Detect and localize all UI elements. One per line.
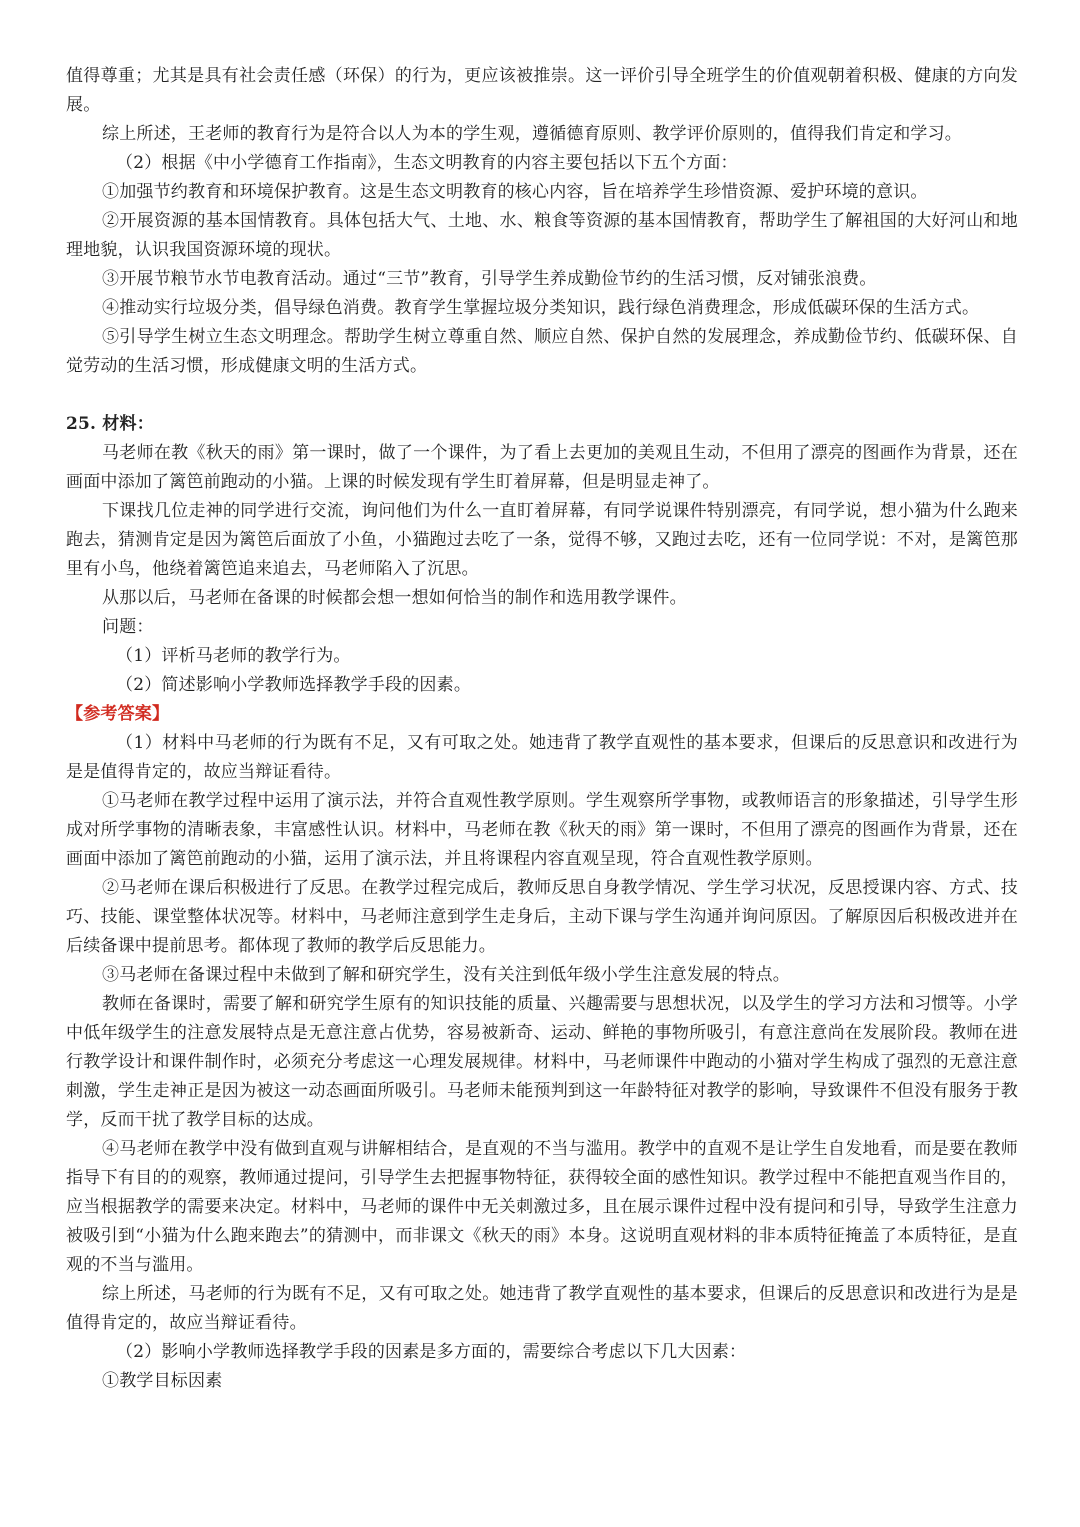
material-paragraph: 从那以后，马老师在备课的时候都会想一想如何恰当的制作和选用教学课件。	[102, 588, 687, 608]
question-item: （2）简述影响小学教师选择教学手段的因素。	[116, 675, 472, 695]
answer-paragraph: ③马老师在备课过程中未做到了解和研究学生，没有关注到低年级小学生注意发展的特点。	[102, 965, 790, 985]
question-item: （1）评析马老师的教学行为。	[116, 646, 351, 666]
answer-paragraph: （1）材料中马老师的行为既有不足，又有可取之处。她违背了教学直观性的基本要求，但课后的反思意识和改进行为是是值得肯定的，故应当辩证看待。	[66, 733, 1018, 782]
answer-paragraph: ②马老师在课后积极进行了反思。在教学过程完成后，教师反思自身教学情况、学生学习状况，反思授课内容、方式、技巧、技能、课堂整体状况等。材料中，马老师注意到学生走身后，主动下课与学生沟通并询问原因。了解原因后积极改进并在后续备课中提前思考。都体现了教师的教学后反思能力。	[66, 878, 1018, 956]
answer-paragraph: （2）影响小学教师选择教学手段的因素是多方面的，需要综合考虑以下几大因素：	[116, 1342, 747, 1362]
spacer	[66, 381, 1018, 410]
answer-paragraph: ①教学目标因素	[102, 1371, 223, 1391]
material-paragraph: 下课找几位走神的同学进行交流，询问他们为什么一直盯着屏幕，有同学说课件特别漂亮，有同学说，想小猫为什么跑来跑去，猜测肯定是因为篱笆后面放了小鱼，小猫跑过去吃了一条，觉得不够，又跑过去吃，还有一位同学说：不对，是篱笆那里有小鸟，他绕着篱笆追来追去，马老师陷入了沉思。	[66, 501, 1018, 579]
paragraph: （2）根据《中小学德育工作指南》，生态文明教育的内容主要包括以下五个方面：	[116, 153, 738, 173]
answer-paragraph: ①马老师在教学过程中运用了演示法，并符合直观性教学原则。学生观察所学事物，或教师语言的形象描述，引导学生形成对所学事物的清晰表象，丰富感性认识。材料中，马老师在教《秋天的雨》第一课时，不但用了漂亮的图画作为背景，还在画面中添加了篱笆前跑动的小猫，运用了演示法，并且将课程内容直观呈现，符合直观性教学原则。	[66, 791, 1018, 869]
list-item: ①加强节约教育和环境保护教育。这是生态文明教育的核心内容，旨在培养学生珍惜资源、爱护环境的意识。	[102, 182, 928, 202]
question-heading: 25. 材料：	[66, 414, 154, 434]
material-paragraph: 马老师在教《秋天的雨》第一课时，做了一个课件，为了看上去更加的美观且生动，不但用了漂亮的图画作为背景，还在画面中添加了篱笆前跑动的小猫。上课的时候发现有学生盯着屏幕，但是明显走神了。	[66, 443, 1018, 492]
answer-paragraph: 教师在备课时，需要了解和研究学生原有的知识技能的质量、兴趣需要与思想状况，以及学生的学习方法和习惯等。小学中低年级学生的注意发展特点是无意注意占优势，容易被新奇、运动、鲜艳的事物所吸引，有意注意尚在发展阶段。教师在进行教学设计和课件制作时，必须充分考虑这一心理发展规律。材料中，马老师课件中跑动的小猫对学生构成了强烈的无意注意刺激，学生走神正是因为被这一动态画面所吸引。马老师未能预判到这一年龄特征对教学的影响，导致课件不但没有服务于教学，反而干扰了教学目标的达成。	[66, 994, 1018, 1130]
list-item: ②开展资源的基本国情教育。具体包括大气、土地、水、粮食等资源的基本国情教育，帮助学生了解祖国的大好河山和地理地貌，认识我国资源环境的现状。	[66, 211, 1018, 260]
list-item: ④推动实行垃圾分类，倡导绿色消费。教育学生掌握垃圾分类知识，践行绿色消费理念，形成低碳环保的生活方式。	[102, 298, 980, 318]
paragraph: 值得尊重；尤其是具有社会责任感（环保）的行为，更应该被推崇。这一评价引导全班学生的价值观朝着积极、健康的方向发展。	[66, 66, 1018, 115]
answer-paragraph: ④马老师在教学中没有做到直观与讲解相结合，是直观的不当与滥用。教学中的直观不是让学生自发地看，而是要在教师指导下有目的的观察，教师通过提问，引导学生去把握事物特征，获得较全面的感性知识。教学过程中不能把直观当作目的，应当根据教学的需要来决定。材料中，马老师的课件中无关刺激过多，且在展示课件过程中没有提问和引导，导致学生注意力被吸引到“小猫为什么跑来跑去”的猜测中，而非课文《秋天的雨》本身。这说明直观材料的非本质特征掩盖了本质特征，是直观的不当与滥用。	[66, 1139, 1018, 1275]
question-label: 问题：	[102, 617, 154, 637]
paragraph: 综上所述，王老师的教育行为是符合以人为本的学生观，遵循德育原则、教学评价原则的，值得我们肯定和学习。	[102, 124, 962, 144]
answer-paragraph: 综上所述，马老师的行为既有不足，又有可取之处。她违背了教学直观性的基本要求，但课后的反思意识和改进行为是是值得肯定的，故应当辩证看待。	[66, 1284, 1018, 1333]
answer-label: 【参考答案】	[66, 704, 170, 724]
list-item: ⑤引导学生树立生态文明理念。帮助学生树立尊重自然、顺应自然、保护自然的发展理念，养成勤俭节约、低碳环保、自觉劳动的生活习惯，形成健康文明的生活方式。	[66, 327, 1018, 376]
list-item: ③开展节粮节水节电教育活动。通过“三节”教育，引导学生养成勤俭节约的生活习惯，反对铺张浪费。	[102, 269, 877, 289]
